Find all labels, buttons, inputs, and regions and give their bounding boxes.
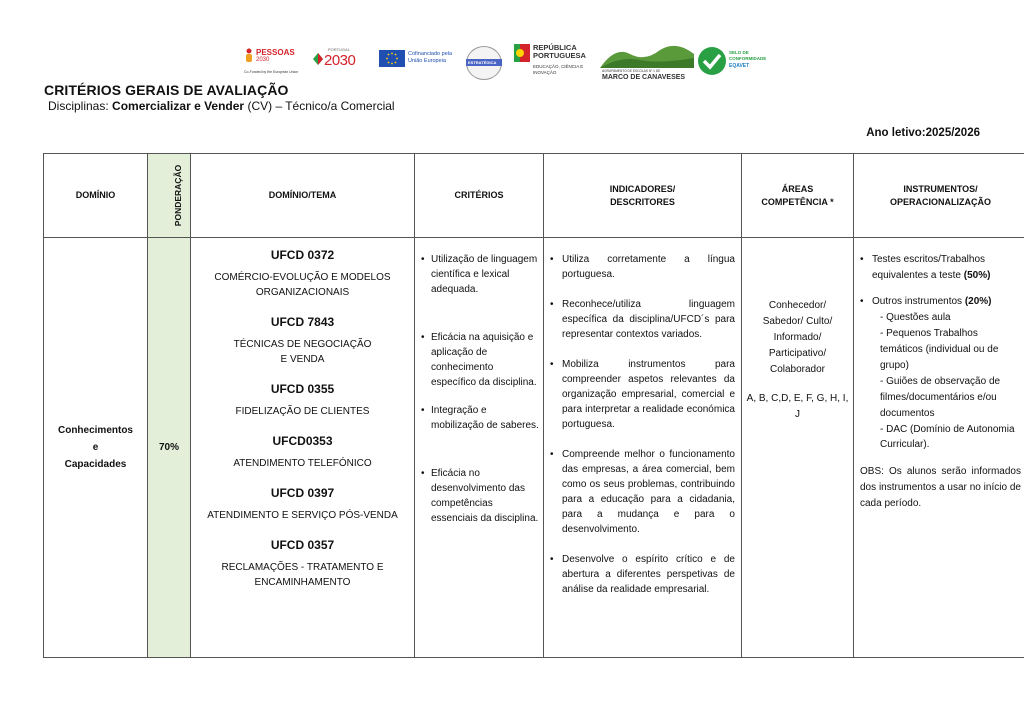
criterio-item: • Utilização de linguagem científica e lexical adequada.: [421, 252, 539, 297]
header-instrumentos-line2: OPERACIONALIZAÇÃO: [890, 196, 991, 207]
portugal-2030-logo: [312, 44, 364, 82]
tema-name: FIDELIZAÇÃO DE CLIENTES: [235, 406, 370, 417]
page-title: CRITÉRIOS GERAIS DE AVALIAÇÃO: [44, 82, 289, 98]
tema-name: COMÉRCIO-EVOLUÇÃO E MODELOS ORGANIZACIONAIS: [214, 272, 391, 298]
pessoas-logo-tagline: Co-Funded by the European Union: [244, 70, 299, 74]
header-instrumentos: [854, 154, 1024, 238]
tema-item: [195, 248, 410, 300]
header-areas: [742, 154, 854, 238]
pessoas-logo-text: PESSOAS: [256, 48, 295, 57]
indicador-item: • Compreende melhor o funcionamento das empresas, a área comercial, bem como os seus problemas, contribuindo para a educação para a cidadania, para a mudança e para o desenvolvimento.: [550, 447, 735, 537]
header-indicadores-line1: INDICADORES/: [609, 183, 676, 194]
tema-code: UFCD0353: [272, 434, 333, 448]
eu-flag-icon: [379, 50, 405, 67]
indicador-item: • Utiliza corretamente a língua portuguesa.: [550, 252, 735, 282]
outros-text: Outros instrumentos: [872, 296, 965, 307]
tema-name: ATENDIMENTO TELEFÓNICO: [233, 458, 372, 469]
pessoas-logo-year: 2030: [256, 57, 270, 63]
obs-note: OBS: Os alunos serão informados dos instrumentos a usar no início de cada período.: [860, 466, 1021, 509]
subject-name: Comercializar e Vender: [112, 99, 245, 113]
tema-code: UFCD 0355: [270, 382, 335, 396]
header-ponderacao-text: PONDERAÇÃO: [173, 164, 184, 227]
table-header-row: [44, 154, 1024, 238]
agrupamento-logo: [600, 44, 694, 82]
check-icon: [702, 52, 722, 70]
indicador-item: • Mobiliza instrumentos para compreender aspetos relevantes da organização empresarial, comercial e para interpretar a realidade económica portuguesa.: [550, 357, 735, 432]
instrumento-subitem: - Pequenos Trabalhos temáticos (individual ou de grupo): [880, 328, 999, 371]
republica-portuguesa-logo: [514, 44, 596, 82]
tema-name: ATENDIMENTO E SERVIÇO PÓS-VENDA: [207, 510, 398, 521]
tema-code: UFCD 0372: [270, 248, 335, 262]
indicador-item: • Desenvolve o espírito crítico e de abertura a diferentes perspetivas de análise da realidade empresarial.: [550, 552, 735, 597]
eu-logo-text: Cofinanciado pela União Europeia: [408, 51, 453, 64]
instrumentos-cell: [854, 238, 1024, 658]
portugal-2030-small: PORTUGAL: [328, 47, 350, 52]
agrupamento-label: MARCO DE CANAVESES: [602, 74, 686, 81]
header-tema: DOMÍNIO/TEMA: [191, 154, 415, 238]
areas-perfil: Conhecedor/ Sabedor/ Culto/ Informado/ Participativo/ Colaborador: [762, 300, 833, 375]
criterios-cell: [415, 238, 544, 658]
instrumento-subitem: - Guiões de observação de filmes/documentários e/ou documentos: [880, 376, 1001, 419]
tema-item: [195, 434, 410, 471]
tema-code: UFCD 7843: [270, 315, 335, 329]
subtitle-rest: (CV) – Técnico/a Comercial: [244, 99, 395, 113]
header-instrumentos-line1: INSTRUMENTOS/: [903, 183, 978, 194]
tema-name: TÉCNICAS DE NEGOCIAÇÃO E VENDA: [233, 339, 372, 365]
pessoas-2030-logo: [244, 44, 304, 82]
criterio-item: • Eficácia no desenvolvimento das competências essenciais da disciplina.: [421, 466, 539, 526]
tema-item: [195, 486, 410, 523]
eqavet-text: SELO DE CONFORMIDADE: [729, 50, 767, 61]
subtitle-prefix: Disciplinas:: [48, 99, 113, 113]
portugal-2030-label: 2030: [324, 52, 356, 69]
criteria-table: [43, 153, 1024, 658]
dominio-line1: Conhecimentos: [57, 425, 133, 436]
outros-pct: (20%): [964, 296, 992, 307]
header-indicadores: [544, 154, 742, 238]
eqavet-brand: EQAVET: [729, 63, 750, 69]
header-indicadores-line2: DESCRITORES: [610, 196, 675, 207]
dominio-line2: e: [92, 442, 99, 453]
ponderacao-cell: 70%: [148, 238, 191, 658]
dominio-line3: Capacidades: [64, 459, 127, 470]
eu-cofinanced-logo: [379, 44, 465, 82]
logo-strip: [244, 44, 784, 82]
table-row: [44, 238, 1024, 658]
tema-item: [195, 538, 410, 590]
tema-name: RECLAMAÇÕES - TRATAMENTO E ENCAMINHAMENTO: [221, 562, 384, 588]
eqavet-seal: [698, 44, 784, 82]
agrupamento-small: AGRUPAMENTO DE ESCOLAS Nº 1 DE: [602, 69, 661, 73]
areas-letras: A, B, C,D, E, F, G, H, I, J: [746, 393, 849, 420]
areas-cell: [742, 238, 854, 658]
school-year: Ano letivo:2025/2026: [866, 127, 980, 139]
instrumento-testes: [860, 252, 1021, 284]
portugal-2030-mark-icon: [312, 52, 324, 66]
testes-pct: (50%): [963, 270, 991, 281]
header-ponderacao: [148, 154, 191, 238]
criterio-item: • Eficácia na aquisição e aplicação de conhecimento específico da disciplina.: [421, 330, 539, 390]
criterio-item: • Integração e mobilização de saberes.: [421, 403, 539, 433]
dominio-cell: [44, 238, 148, 658]
republica-subtext: EDUCAÇÃO, CIÊNCIA E INOVAÇÃO: [533, 64, 584, 75]
header-areas-line2: COMPETÊNCIA *: [761, 196, 834, 207]
tema-item: [195, 382, 410, 419]
tema-code: UFCD 0397: [270, 486, 335, 500]
pessoas-mark-icon: [244, 48, 254, 62]
header-areas-line1: ÁREAS: [781, 183, 814, 194]
header-dominio: DOMÍNIO: [44, 154, 148, 238]
tema-item: [195, 315, 410, 367]
header-criterios: CRITÉRIOS: [415, 154, 544, 238]
tema-cell: [191, 238, 415, 658]
republica-shield-icon: [514, 44, 530, 62]
testes-text: Testes escritos/Trabalhos equivalentes a teste: [872, 254, 986, 281]
indicador-item: • Reconhece/utiliza linguagem específica da disciplina/UFCD´s para representar contextos variados.: [550, 297, 735, 342]
tema-code: UFCD 0357: [270, 538, 335, 552]
republica-text: REPÚBLICA PORTUGUESA: [533, 43, 586, 60]
estrategica-text: ESTRATÉGICA: [468, 60, 497, 65]
page-subtitle: [48, 99, 395, 113]
instrumento-subitem: - Questões aula: [880, 312, 951, 323]
agrupamento-hills-icon: [600, 44, 694, 68]
instrumento-outros: [860, 294, 1021, 452]
estrategica-badge: [464, 44, 504, 82]
indicadores-cell: [544, 238, 742, 658]
instrumento-dac: - DAC (Domínio de Autonomia Curricular).: [880, 424, 1015, 450]
